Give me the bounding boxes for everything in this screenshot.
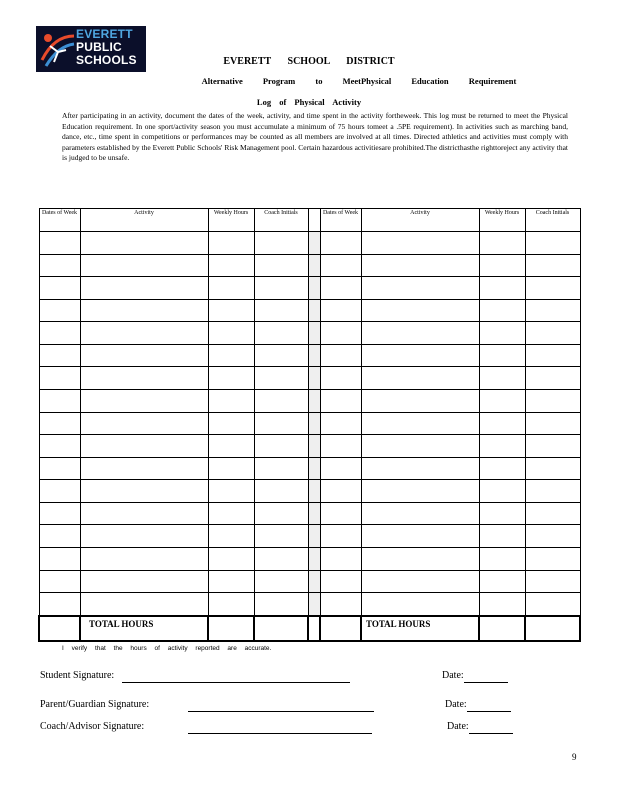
log-row — [39, 322, 580, 345]
separator-cell — [308, 502, 320, 525]
header-dates-left: Dates of Week — [39, 209, 80, 232]
dates-left-cell[interactable] — [39, 390, 80, 413]
separator-cell — [308, 480, 320, 503]
dates-left-cell[interactable] — [39, 547, 80, 570]
logo-line-1: EVERETT — [76, 27, 133, 41]
total-hours-cell-right[interactable] — [479, 616, 525, 641]
coach-initials-left-cell[interactable] — [254, 435, 308, 458]
weekly-hours-left-cell[interactable] — [208, 502, 254, 525]
weekly-hours-right-cell[interactable] — [479, 390, 525, 413]
coach-initials-left-cell[interactable] — [254, 322, 308, 345]
coach-date-label: Date: — [447, 721, 469, 732]
header-activity-right: Activity — [361, 209, 479, 232]
weekly-hours-right-cell[interactable] — [479, 593, 525, 616]
activity-left-cell[interactable] — [80, 232, 208, 255]
coach-initials-left-cell[interactable] — [254, 547, 308, 570]
separator-cell — [308, 570, 320, 593]
log-row — [39, 435, 580, 458]
dates-left-cell[interactable] — [39, 299, 80, 322]
weekly-hours-left-cell[interactable] — [208, 232, 254, 255]
activity-right-cell[interactable] — [361, 547, 479, 570]
coach-date-line[interactable] — [469, 733, 513, 734]
activity-left-cell[interactable] — [80, 254, 208, 277]
separator-cell — [308, 412, 320, 435]
weekly-hours-right-cell[interactable] — [479, 322, 525, 345]
dates-left-cell[interactable] — [39, 435, 80, 458]
weekly-hours-left-cell[interactable] — [208, 322, 254, 345]
weekly-hours-right-cell[interactable] — [479, 547, 525, 570]
dates-left-cell[interactable] — [39, 593, 80, 616]
activity-right-cell[interactable] — [361, 435, 479, 458]
activity-right-cell[interactable] — [361, 457, 479, 480]
coach-initials-left-cell[interactable] — [254, 344, 308, 367]
dates-left-cell[interactable] — [39, 322, 80, 345]
separator-cell — [308, 525, 320, 548]
verification-statement: I verify that the hours of activity reported are accurate. — [62, 645, 272, 652]
weekly-hours-left-cell[interactable] — [208, 547, 254, 570]
weekly-hours-left-cell[interactable] — [208, 412, 254, 435]
separator-cell — [308, 547, 320, 570]
weekly-hours-right-cell[interactable] — [479, 570, 525, 593]
separator-cell — [308, 593, 320, 616]
log-row — [39, 593, 580, 616]
weekly-hours-left-cell[interactable] — [208, 299, 254, 322]
separator-cell — [308, 367, 320, 390]
log-row — [39, 547, 580, 570]
header-activity-left: Activity — [80, 209, 208, 232]
weekly-hours-right-cell[interactable] — [479, 344, 525, 367]
separator-cell — [308, 254, 320, 277]
log-row — [39, 480, 580, 503]
coach-initials-right-cell[interactable] — [525, 593, 580, 616]
activity-left-cell[interactable] — [80, 412, 208, 435]
dates-right-cell[interactable] — [320, 277, 361, 300]
total-hours-label-left: TOTAL HOURS — [80, 616, 208, 641]
log-row — [39, 367, 580, 390]
activity-right-cell[interactable] — [361, 390, 479, 413]
activity-left-cell[interactable] — [80, 525, 208, 548]
coach-initials-right-cell[interactable] — [525, 435, 580, 458]
activity-right-cell[interactable] — [361, 480, 479, 503]
weekly-hours-right-cell[interactable] — [479, 480, 525, 503]
activity-left-cell[interactable] — [80, 299, 208, 322]
parent-date-line[interactable] — [467, 711, 511, 712]
parent-date-label: Date: — [445, 699, 467, 710]
activity-left-cell[interactable] — [80, 502, 208, 525]
coach-initials-left-cell[interactable] — [254, 480, 308, 503]
activity-left-cell[interactable] — [80, 435, 208, 458]
coach-initials-left-cell[interactable] — [254, 412, 308, 435]
coach-initials-left-cell[interactable] — [254, 570, 308, 593]
separator-cell — [308, 277, 320, 300]
coach-initials-left-cell[interactable] — [254, 525, 308, 548]
activity-right-cell[interactable] — [361, 277, 479, 300]
dates-right-cell[interactable] — [320, 299, 361, 322]
table-header-row — [39, 209, 580, 232]
dates-right-cell[interactable] — [320, 547, 361, 570]
dates-right-cell[interactable] — [320, 593, 361, 616]
activity-left-cell[interactable] — [80, 457, 208, 480]
dates-left-cell[interactable] — [39, 277, 80, 300]
activity-left-cell[interactable] — [80, 277, 208, 300]
log-rows — [39, 232, 580, 616]
weekly-hours-left-cell[interactable] — [208, 344, 254, 367]
log-title: Log of Physical Activity — [256, 97, 362, 107]
dates-right-cell[interactable] — [320, 367, 361, 390]
dates-right-cell[interactable] — [320, 344, 361, 367]
coach-initials-left-cell[interactable] — [254, 232, 308, 255]
coach-signature-line[interactable] — [188, 733, 372, 734]
log-row — [39, 570, 580, 593]
student-date-line[interactable] — [464, 682, 508, 683]
total-hours-cell-left[interactable] — [208, 616, 254, 641]
coach-initials-right-cell[interactable] — [525, 502, 580, 525]
activity-right-cell[interactable] — [361, 299, 479, 322]
coach-initials-right-cell[interactable] — [525, 232, 580, 255]
activity-right-cell[interactable] — [361, 593, 479, 616]
coach-initials-right-cell[interactable] — [525, 254, 580, 277]
separator-cell — [308, 322, 320, 345]
dates-right-cell[interactable] — [320, 480, 361, 503]
activity-right-cell[interactable] — [361, 412, 479, 435]
column-separator — [308, 209, 320, 232]
coach-initials-right-cell[interactable] — [525, 412, 580, 435]
dates-left-cell[interactable] — [39, 254, 80, 277]
parent-signature-line[interactable] — [188, 711, 374, 712]
activity-left-cell[interactable] — [80, 570, 208, 593]
weekly-hours-left-cell[interactable] — [208, 367, 254, 390]
coach-signature-label: Coach/Advisor Signature: — [40, 721, 145, 732]
coach-initials-right-cell[interactable] — [525, 277, 580, 300]
total-spacer-left — [39, 616, 80, 641]
separator-cell — [308, 457, 320, 480]
dates-right-cell[interactable] — [320, 254, 361, 277]
weekly-hours-right-cell[interactable] — [479, 502, 525, 525]
weekly-hours-left-cell[interactable] — [208, 593, 254, 616]
separator-cell — [308, 390, 320, 413]
coach-initials-right-cell[interactable] — [525, 322, 580, 345]
weekly-hours-right-cell[interactable] — [479, 299, 525, 322]
dates-right-cell[interactable] — [320, 232, 361, 255]
activity-right-cell[interactable] — [361, 344, 479, 367]
weekly-hours-right-cell[interactable] — [479, 232, 525, 255]
weekly-hours-left-cell[interactable] — [208, 457, 254, 480]
separator-cell — [308, 435, 320, 458]
dates-left-cell[interactable] — [39, 502, 80, 525]
coach-initials-left-cell[interactable] — [254, 299, 308, 322]
coach-initials-right-cell[interactable] — [525, 547, 580, 570]
header-dates-right: Dates of Week — [320, 209, 361, 232]
header-coach-right: Coach Initials — [525, 209, 580, 232]
dates-right-cell[interactable] — [320, 435, 361, 458]
dates-left-cell[interactable] — [39, 570, 80, 593]
dates-right-cell[interactable] — [320, 322, 361, 345]
coach-initials-right-cell[interactable] — [525, 457, 580, 480]
coach-initials-right-cell[interactable] — [525, 525, 580, 548]
page-title: EVERETT SCHOOL DISTRICT — [223, 56, 395, 67]
coach-initials-left-cell[interactable] — [254, 593, 308, 616]
weekly-hours-left-cell[interactable] — [208, 390, 254, 413]
total-hours-label-right: TOTAL HOURS — [361, 616, 479, 641]
activity-log-table — [38, 208, 581, 642]
coach-initials-left-cell[interactable] — [254, 367, 308, 390]
total-coach-cell-left[interactable] — [254, 616, 308, 641]
activity-right-cell[interactable] — [361, 232, 479, 255]
weekly-hours-right-cell[interactable] — [479, 277, 525, 300]
activity-left-cell[interactable] — [80, 367, 208, 390]
weekly-hours-right-cell[interactable] — [479, 435, 525, 458]
activity-right-cell[interactable] — [361, 367, 479, 390]
activity-left-cell[interactable] — [80, 390, 208, 413]
log-row — [39, 277, 580, 300]
student-signature-line[interactable] — [122, 682, 350, 683]
dates-left-cell[interactable] — [39, 480, 80, 503]
log-row — [39, 390, 580, 413]
weekly-hours-left-cell[interactable] — [208, 254, 254, 277]
activity-right-cell[interactable] — [361, 254, 479, 277]
dates-right-cell[interactable] — [320, 412, 361, 435]
activity-right-cell[interactable] — [361, 570, 479, 593]
weekly-hours-right-cell[interactable] — [479, 457, 525, 480]
weekly-hours-left-cell[interactable] — [208, 570, 254, 593]
dates-left-cell[interactable] — [39, 367, 80, 390]
dates-right-cell[interactable] — [320, 570, 361, 593]
total-separator — [308, 616, 320, 641]
dates-left-cell[interactable] — [39, 344, 80, 367]
total-coach-cell-right[interactable] — [525, 616, 580, 641]
activity-left-cell[interactable] — [80, 480, 208, 503]
total-spacer-right — [320, 616, 361, 641]
separator-cell — [308, 344, 320, 367]
coach-initials-right-cell[interactable] — [525, 390, 580, 413]
instructions-paragraph: After participating in an activity, document the dates of the week, activity, and time spent in the activity fortheweek. This log must be returned to meet the Physical Education requirement. In one sport/activity season you must accumulate a minimum of 75 hours tomeet a .5PE requirement). In activities such as marching band, dance, etc., time spent in competitions or performances may be counted as all members are involved at all times. Directed athletics and activities must comply with parameters established by the Everett Public Schools' Risk Management pool. Certain hazardous activitiesare prohibited.The districthasthe righttoreject any activity that is judged to be unsafe. — [62, 111, 568, 162]
log-row — [39, 344, 580, 367]
log-row — [39, 525, 580, 548]
coach-initials-left-cell[interactable] — [254, 502, 308, 525]
page-subtitle: Alternative Program to MeetPhysical Education Requirement — [201, 76, 517, 86]
dates-left-cell[interactable] — [39, 232, 80, 255]
coach-initials-right-cell[interactable] — [525, 570, 580, 593]
separator-cell — [308, 299, 320, 322]
coach-initials-right-cell[interactable] — [525, 367, 580, 390]
coach-initials-left-cell[interactable] — [254, 254, 308, 277]
dates-left-cell[interactable] — [39, 412, 80, 435]
activity-right-cell[interactable] — [361, 322, 479, 345]
header-weekly-right: Weekly Hours — [479, 209, 525, 232]
separator-cell — [308, 232, 320, 255]
activity-left-cell[interactable] — [80, 322, 208, 345]
weekly-hours-right-cell[interactable] — [479, 254, 525, 277]
coach-initials-right-cell[interactable] — [525, 344, 580, 367]
log-row — [39, 232, 580, 255]
dates-right-cell[interactable] — [320, 502, 361, 525]
weekly-hours-right-cell[interactable] — [479, 367, 525, 390]
log-row — [39, 412, 580, 435]
log-row — [39, 254, 580, 277]
coach-initials-right-cell[interactable] — [525, 299, 580, 322]
weekly-hours-left-cell[interactable] — [208, 525, 254, 548]
student-date-label: Date: — [442, 670, 464, 681]
weekly-hours-left-cell[interactable] — [208, 480, 254, 503]
activity-left-cell[interactable] — [80, 547, 208, 570]
coach-initials-left-cell[interactable] — [254, 277, 308, 300]
parent-signature-label: Parent/Guardian Signature: — [40, 699, 150, 710]
dates-left-cell[interactable] — [39, 457, 80, 480]
weekly-hours-right-cell[interactable] — [479, 525, 525, 548]
weekly-hours-left-cell[interactable] — [208, 277, 254, 300]
dates-left-cell[interactable] — [39, 525, 80, 548]
header-coach-left: Coach Initials — [254, 209, 308, 232]
coach-initials-left-cell[interactable] — [254, 457, 308, 480]
log-row — [39, 299, 580, 322]
activity-left-cell[interactable] — [80, 593, 208, 616]
coach-initials-left-cell[interactable] — [254, 390, 308, 413]
logo-line-3: SCHOOLS — [76, 53, 137, 67]
logo-line-2: PUBLIC — [76, 40, 122, 54]
log-row — [39, 457, 580, 480]
coach-initials-right-cell[interactable] — [525, 480, 580, 503]
weekly-hours-right-cell[interactable] — [479, 412, 525, 435]
weekly-hours-left-cell[interactable] — [208, 435, 254, 458]
dates-right-cell[interactable] — [320, 525, 361, 548]
activity-right-cell[interactable] — [361, 502, 479, 525]
page-number: 9 — [572, 752, 577, 762]
log-row — [39, 502, 580, 525]
activity-left-cell[interactable] — [80, 344, 208, 367]
header-weekly-left: Weekly Hours — [208, 209, 254, 232]
student-signature-label: Student Signature: — [40, 670, 115, 681]
dates-right-cell[interactable] — [320, 390, 361, 413]
activity-right-cell[interactable] — [361, 525, 479, 548]
total-row — [39, 616, 580, 641]
dates-right-cell[interactable] — [320, 457, 361, 480]
